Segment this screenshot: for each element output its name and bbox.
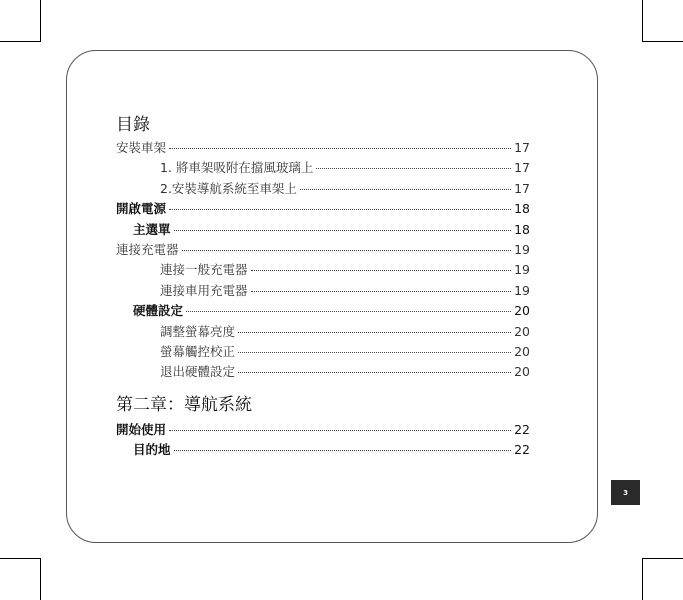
toc-entry-label: 連接車用充電器: [160, 282, 248, 298]
dot-leader: [186, 301, 511, 315]
dot-leader: [238, 362, 511, 376]
dot-leader: [182, 240, 512, 254]
toc-title: 目錄: [116, 115, 150, 135]
dot-leader: [316, 158, 511, 172]
toc-entry[interactable]: [116, 362, 530, 382]
toc-entry-page: 20: [514, 303, 530, 319]
toc-entry-label: 螢幕觸控校正: [160, 343, 236, 359]
dot-leader: [169, 138, 511, 152]
toc-entry[interactable]: [116, 440, 530, 460]
crop-mark: [642, 558, 643, 600]
crop-mark: [40, 558, 41, 600]
toc-entry[interactable]: [116, 342, 530, 362]
toc-entry-label: 硬體設定: [133, 303, 184, 319]
toc-entry-label: 調整螢幕亮度: [160, 323, 236, 339]
toc-entry-page: 20: [514, 343, 530, 359]
dot-leader: [169, 420, 511, 434]
crop-mark: [0, 558, 41, 559]
toc-entry-page: 19: [514, 262, 530, 278]
dot-leader: [238, 322, 511, 336]
toc-entry[interactable]: [116, 220, 530, 240]
toc-entry-label: 開啟電源: [116, 201, 167, 217]
toc-entry[interactable]: [116, 158, 530, 178]
toc-entry-page: 20: [514, 323, 530, 339]
toc-entry[interactable]: [116, 322, 530, 342]
toc-entry-label: 連接一般充電器: [160, 262, 248, 278]
toc-entry-page: 19: [514, 282, 530, 298]
toc-entry[interactable]: [116, 138, 530, 158]
toc-entry[interactable]: [116, 420, 530, 440]
crop-mark: [642, 558, 683, 559]
toc-entry-page: 20: [514, 364, 530, 380]
toc-entry-label: 1. 將車架吸附在擋風玻璃上: [160, 160, 314, 176]
toc-entry-label: 退出硬體設定: [160, 364, 236, 380]
toc-entry-label: 開始使用: [116, 422, 167, 437]
crop-mark: [0, 41, 41, 42]
toc-list: [116, 138, 530, 383]
dot-leader: [251, 260, 512, 274]
dot-leader: [169, 199, 511, 213]
toc-entry-page: 18: [514, 221, 530, 237]
dot-leader: [174, 440, 512, 454]
toc-entry-page: 17: [514, 140, 530, 155]
toc-entry-label: 目的地: [133, 442, 171, 458]
toc-entry[interactable]: [116, 240, 530, 260]
dot-leader: [300, 179, 511, 193]
toc-entry[interactable]: [116, 179, 530, 199]
toc-entry-label: 主選單: [133, 221, 171, 237]
crop-mark: [642, 41, 683, 42]
toc-entry-page: 19: [514, 241, 530, 257]
crop-mark: [40, 0, 41, 42]
dot-leader: [238, 342, 511, 356]
toc-entry-page: 17: [514, 160, 530, 176]
toc-entry-page: 22: [514, 422, 530, 437]
toc-entry[interactable]: [116, 301, 530, 321]
toc-entry[interactable]: [116, 260, 530, 280]
toc-entry-page: 17: [514, 180, 530, 196]
toc-entry[interactable]: [116, 199, 530, 219]
chapter-title: 第二章：導航系統: [116, 395, 252, 415]
toc-entry-page: 18: [514, 201, 530, 217]
dot-leader: [174, 220, 512, 234]
toc-entry-label: 2.安裝導航系統至車架上: [160, 180, 297, 196]
toc-entry-page: 22: [514, 442, 530, 458]
crop-mark: [642, 0, 643, 42]
dot-leader: [251, 281, 512, 295]
toc-entry-label: 安裝車架: [116, 140, 167, 155]
toc-entry-label: 連接充電器: [116, 241, 179, 257]
toc-entry[interactable]: [116, 281, 530, 301]
page-number-badge: 3: [611, 480, 640, 505]
chapter-toc-list: [116, 420, 530, 461]
